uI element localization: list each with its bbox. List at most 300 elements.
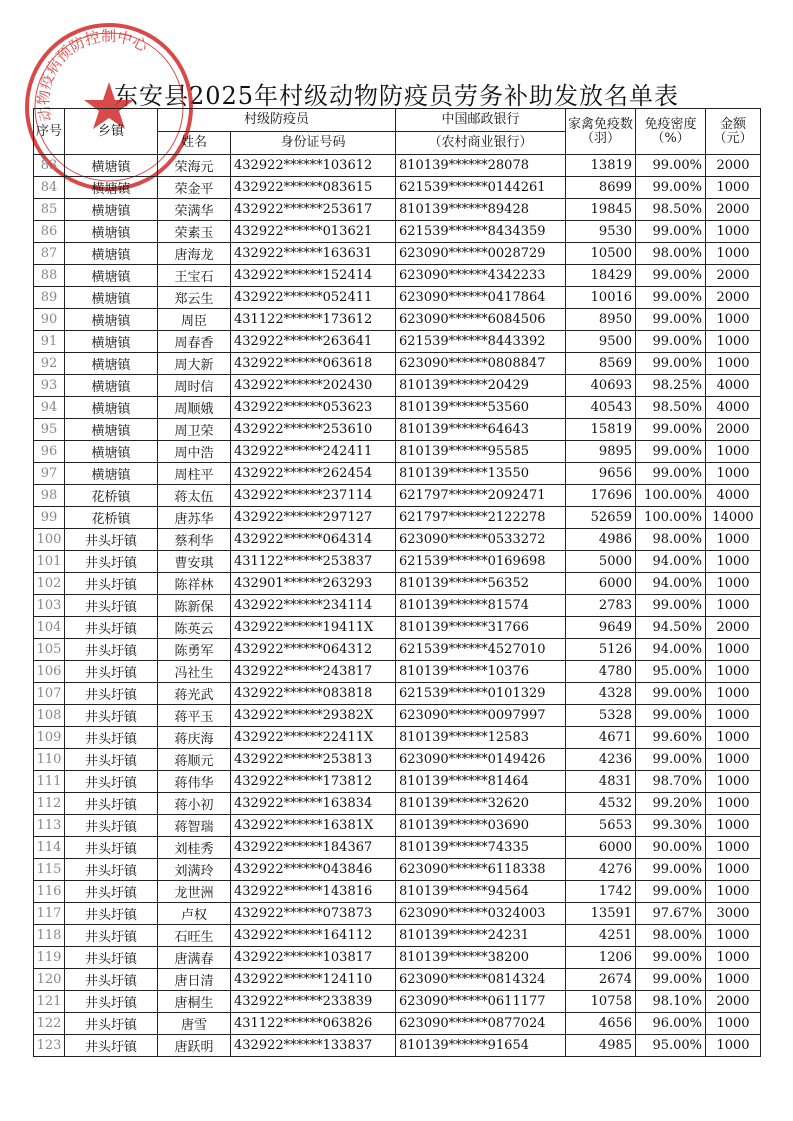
cell-bank: 623090******0028729 [396, 243, 566, 265]
cell-density: 99.00% [636, 705, 706, 727]
cell-bank: 810139******56352 [396, 573, 566, 595]
table-row [34, 551, 761, 573]
cell-name: 龙世洲 [158, 881, 231, 903]
cell-bank: 621797******2122278 [396, 507, 566, 529]
cell-poultry: 8569 [566, 353, 636, 375]
cell-poultry: 2674 [566, 969, 636, 991]
cell-bank: 621539******4527010 [396, 639, 566, 661]
cell-poultry: 4985 [566, 1035, 636, 1057]
cell-seq: 111 [34, 771, 65, 793]
cell-name: 周柱平 [158, 463, 231, 485]
cell-density: 98.50% [636, 397, 706, 419]
cell-bank: 810139******12583 [396, 727, 566, 749]
cell-id: 432922******29382X [231, 705, 396, 727]
cell-seq: 93 [34, 375, 65, 397]
cell-bank: 621539******0169698 [396, 551, 566, 573]
cell-density: 98.00% [636, 529, 706, 551]
cell-amount: 1000 [706, 177, 761, 199]
cell-bank: 810139******74335 [396, 837, 566, 859]
cell-town: 井头圩镇 [65, 639, 158, 661]
cell-id: 432922******262454 [231, 463, 396, 485]
table-row [34, 375, 761, 397]
cell-name: 唐跃明 [158, 1035, 231, 1057]
cell-id: 432922******064314 [231, 529, 396, 551]
cell-id: 432922******064312 [231, 639, 396, 661]
cell-poultry: 9895 [566, 441, 636, 463]
cell-id: 432922******237114 [231, 485, 396, 507]
cell-bank: 810139******32620 [396, 793, 566, 815]
cell-amount: 1000 [706, 331, 761, 353]
cell-bank: 623090******0324003 [396, 903, 566, 925]
cell-poultry: 5653 [566, 815, 636, 837]
cell-town: 井头圩镇 [65, 749, 158, 771]
cell-name: 蔡利华 [158, 529, 231, 551]
cell-amount: 1000 [706, 595, 761, 617]
cell-name: 周时信 [158, 375, 231, 397]
cell-bank: 810139******95585 [396, 441, 566, 463]
table-row [34, 331, 761, 353]
cell-seq: 84 [34, 177, 65, 199]
page-title: 东安县2025年村级动物防疫员劳务补助发放名单表 [113, 82, 680, 110]
cell-bank: 810139******64643 [396, 419, 566, 441]
cell-density: 99.00% [636, 331, 706, 353]
cell-name: 蒋太伍 [158, 485, 231, 507]
table-row [34, 507, 761, 529]
cell-bank: 810139******53560 [396, 397, 566, 419]
cell-amount: 2000 [706, 155, 761, 177]
cell-id: 432922******133837 [231, 1035, 396, 1057]
cell-amount: 4000 [706, 485, 761, 507]
cell-density: 95.00% [636, 661, 706, 683]
cell-seq: 114 [34, 837, 65, 859]
cell-poultry: 5126 [566, 639, 636, 661]
cell-name: 蒋庆海 [158, 727, 231, 749]
cell-bank: 810139******10376 [396, 661, 566, 683]
table-row [34, 177, 761, 199]
cell-town: 井头圩镇 [65, 551, 158, 573]
cell-id: 432922******083615 [231, 177, 396, 199]
cell-density: 99.20% [636, 793, 706, 815]
table-row [34, 419, 761, 441]
cell-name: 陈勇军 [158, 639, 231, 661]
cell-name: 周顺娥 [158, 397, 231, 419]
cell-town: 井头圩镇 [65, 617, 158, 639]
cell-bank: 623090******4342233 [396, 265, 566, 287]
table-row [34, 969, 761, 991]
table-row [34, 441, 761, 463]
cell-town: 井头圩镇 [65, 903, 158, 925]
cell-id: 432922******173812 [231, 771, 396, 793]
cell-density: 99.00% [636, 441, 706, 463]
header-amount: 金额（元） [706, 109, 761, 155]
cell-seq: 122 [34, 1013, 65, 1035]
cell-density: 94.00% [636, 639, 706, 661]
cell-town: 井头圩镇 [65, 815, 158, 837]
cell-seq: 100 [34, 529, 65, 551]
cell-seq: 118 [34, 925, 65, 947]
cell-town: 横塘镇 [65, 155, 158, 177]
cell-town: 井头圩镇 [65, 969, 158, 991]
table-row [34, 309, 761, 331]
cell-density: 99.00% [636, 683, 706, 705]
cell-id: 432922******243817 [231, 661, 396, 683]
cell-seq: 86 [34, 221, 65, 243]
cell-name: 陈英云 [158, 617, 231, 639]
header-town: 乡镇 [65, 109, 158, 155]
cell-amount: 1000 [706, 705, 761, 727]
table-row [34, 815, 761, 837]
cell-seq: 110 [34, 749, 65, 771]
cell-amount: 3000 [706, 903, 761, 925]
cell-town: 横塘镇 [65, 287, 158, 309]
cell-amount: 1000 [706, 551, 761, 573]
cell-amount: 1000 [706, 947, 761, 969]
cell-id: 432922******103817 [231, 947, 396, 969]
cell-amount: 1000 [706, 1035, 761, 1057]
cell-name: 荣海元 [158, 155, 231, 177]
cell-poultry: 4831 [566, 771, 636, 793]
cell-town: 横塘镇 [65, 199, 158, 221]
cell-id: 432922******163631 [231, 243, 396, 265]
cell-id: 432901******263293 [231, 573, 396, 595]
cell-amount: 1000 [706, 221, 761, 243]
cell-seq: 96 [34, 441, 65, 463]
cell-id: 432922******143816 [231, 881, 396, 903]
cell-density: 99.00% [636, 155, 706, 177]
cell-town: 井头圩镇 [65, 727, 158, 749]
table-row [34, 485, 761, 507]
table-row [34, 947, 761, 969]
table-row [34, 199, 761, 221]
cell-seq: 106 [34, 661, 65, 683]
table-row [34, 661, 761, 683]
cell-town: 井头圩镇 [65, 595, 158, 617]
table-body [34, 155, 761, 1057]
cell-name: 蒋智瑞 [158, 815, 231, 837]
cell-bank: 621539******8434359 [396, 221, 566, 243]
table-row [34, 1013, 761, 1035]
cell-poultry: 18429 [566, 265, 636, 287]
cell-density: 99.60% [636, 727, 706, 749]
cell-amount: 1000 [706, 683, 761, 705]
cell-seq: 113 [34, 815, 65, 837]
header-bank: 中国邮政银行 [396, 109, 566, 132]
cell-id: 432922******234114 [231, 595, 396, 617]
cell-poultry: 2783 [566, 595, 636, 617]
cell-bank: 623090******0611177 [396, 991, 566, 1013]
cell-poultry: 4532 [566, 793, 636, 815]
cell-poultry: 6000 [566, 573, 636, 595]
cell-town: 横塘镇 [65, 397, 158, 419]
table-row [34, 595, 761, 617]
cell-seq: 95 [34, 419, 65, 441]
cell-id: 432922******184367 [231, 837, 396, 859]
cell-density: 95.00% [636, 1035, 706, 1057]
cell-seq: 87 [34, 243, 65, 265]
cell-poultry: 4276 [566, 859, 636, 881]
cell-bank: 810139******03690 [396, 815, 566, 837]
cell-density: 99.00% [636, 947, 706, 969]
cell-name: 唐雪 [158, 1013, 231, 1035]
cell-id: 431122******063826 [231, 1013, 396, 1035]
cell-seq: 121 [34, 991, 65, 1013]
cell-poultry: 10016 [566, 287, 636, 309]
table-row [34, 991, 761, 1013]
cell-id: 432922******19411X [231, 617, 396, 639]
cell-seq: 83 [34, 155, 65, 177]
header-worker-group: 村级防疫员 [158, 109, 396, 132]
cell-bank: 623090******0149426 [396, 749, 566, 771]
cell-town: 井头圩镇 [65, 947, 158, 969]
cell-poultry: 9656 [566, 463, 636, 485]
cell-seq: 109 [34, 727, 65, 749]
cell-seq: 107 [34, 683, 65, 705]
subsidy-table [33, 108, 761, 1057]
table-row [34, 529, 761, 551]
cell-id: 432922******263641 [231, 331, 396, 353]
cell-id: 431122******173612 [231, 309, 396, 331]
cell-density: 98.10% [636, 991, 706, 1013]
cell-seq: 102 [34, 573, 65, 595]
cell-bank: 810139******28078 [396, 155, 566, 177]
cell-density: 94.50% [636, 617, 706, 639]
cell-name: 王宝石 [158, 265, 231, 287]
cell-amount: 2000 [706, 617, 761, 639]
cell-density: 99.00% [636, 881, 706, 903]
cell-bank: 810139******31766 [396, 617, 566, 639]
table-row [34, 639, 761, 661]
cell-name: 蒋伟华 [158, 771, 231, 793]
cell-town: 横塘镇 [65, 375, 158, 397]
cell-town: 横塘镇 [65, 309, 158, 331]
cell-bank: 623090******6084506 [396, 309, 566, 331]
cell-id: 432922******063618 [231, 353, 396, 375]
cell-id: 432922******242411 [231, 441, 396, 463]
cell-town: 横塘镇 [65, 221, 158, 243]
cell-poultry: 6000 [566, 837, 636, 859]
cell-seq: 123 [34, 1035, 65, 1057]
cell-town: 井头圩镇 [65, 1013, 158, 1035]
cell-name: 唐桐生 [158, 991, 231, 1013]
header-poultry: 家禽免疫数（羽） [566, 109, 636, 155]
table-row [34, 463, 761, 485]
cell-density: 98.00% [636, 243, 706, 265]
cell-town: 井头圩镇 [65, 1035, 158, 1057]
cell-poultry: 9530 [566, 221, 636, 243]
cell-amount: 2000 [706, 991, 761, 1013]
cell-seq: 101 [34, 551, 65, 573]
cell-poultry: 4251 [566, 925, 636, 947]
cell-name: 曹安琪 [158, 551, 231, 573]
cell-poultry: 4986 [566, 529, 636, 551]
cell-town: 井头圩镇 [65, 705, 158, 727]
cell-amount: 1000 [706, 969, 761, 991]
table-row [34, 859, 761, 881]
cell-density: 90.00% [636, 837, 706, 859]
table-row [34, 749, 761, 771]
cell-amount: 1000 [706, 815, 761, 837]
cell-name: 荣满华 [158, 199, 231, 221]
cell-amount: 4000 [706, 397, 761, 419]
cell-seq: 117 [34, 903, 65, 925]
cell-poultry: 13591 [566, 903, 636, 925]
cell-density: 99.30% [636, 815, 706, 837]
cell-seq: 105 [34, 639, 65, 661]
cell-town: 横塘镇 [65, 353, 158, 375]
cell-name: 荣金平 [158, 177, 231, 199]
cell-poultry: 40543 [566, 397, 636, 419]
cell-town: 井头圩镇 [65, 529, 158, 551]
cell-bank: 623090******0097997 [396, 705, 566, 727]
cell-bank: 810139******81574 [396, 595, 566, 617]
cell-name: 冯社生 [158, 661, 231, 683]
cell-bank: 623090******6118338 [396, 859, 566, 881]
cell-town: 井头圩镇 [65, 573, 158, 595]
cell-id: 432922******103612 [231, 155, 396, 177]
cell-bank: 810139******13550 [396, 463, 566, 485]
cell-poultry: 9649 [566, 617, 636, 639]
table-row [34, 881, 761, 903]
cell-seq: 116 [34, 881, 65, 903]
cell-bank: 810139******20429 [396, 375, 566, 397]
cell-poultry: 5328 [566, 705, 636, 727]
cell-amount: 14000 [706, 507, 761, 529]
cell-seq: 119 [34, 947, 65, 969]
cell-poultry: 4236 [566, 749, 636, 771]
cell-density: 94.00% [636, 573, 706, 595]
cell-amount: 1000 [706, 463, 761, 485]
cell-name: 唐日清 [158, 969, 231, 991]
cell-poultry: 17696 [566, 485, 636, 507]
cell-seq: 120 [34, 969, 65, 991]
cell-density: 99.00% [636, 859, 706, 881]
cell-id: 431122******253837 [231, 551, 396, 573]
cell-name: 卢权 [158, 903, 231, 925]
cell-town: 井头圩镇 [65, 793, 158, 815]
cell-amount: 2000 [706, 419, 761, 441]
cell-amount: 1000 [706, 859, 761, 881]
cell-seq: 108 [34, 705, 65, 727]
cell-id: 432922******22411X [231, 727, 396, 749]
cell-poultry: 1206 [566, 947, 636, 969]
cell-town: 井头圩镇 [65, 859, 158, 881]
table-row [34, 837, 761, 859]
cell-id: 432922******083818 [231, 683, 396, 705]
cell-bank: 621539******0144261 [396, 177, 566, 199]
cell-density: 99.00% [636, 749, 706, 771]
cell-seq: 94 [34, 397, 65, 419]
cell-poultry: 4656 [566, 1013, 636, 1035]
table-row [34, 771, 761, 793]
table-row [34, 1035, 761, 1057]
cell-density: 98.00% [636, 925, 706, 947]
cell-name: 蒋小初 [158, 793, 231, 815]
cell-id: 432922******164112 [231, 925, 396, 947]
cell-poultry: 10500 [566, 243, 636, 265]
cell-density: 99.00% [636, 265, 706, 287]
cell-id: 432922******253617 [231, 199, 396, 221]
cell-town: 横塘镇 [65, 177, 158, 199]
cell-poultry: 10758 [566, 991, 636, 1013]
cell-id: 432922******297127 [231, 507, 396, 529]
cell-name: 唐满春 [158, 947, 231, 969]
cell-town: 横塘镇 [65, 243, 158, 265]
cell-town: 横塘镇 [65, 331, 158, 353]
header-seq: 序号 [34, 109, 65, 155]
table-row [34, 243, 761, 265]
cell-id: 432922******253610 [231, 419, 396, 441]
cell-name: 荣素玉 [158, 221, 231, 243]
cell-amount: 1000 [706, 771, 761, 793]
cell-poultry: 15819 [566, 419, 636, 441]
cell-name: 蒋光武 [158, 683, 231, 705]
table-row [34, 925, 761, 947]
cell-id: 432922******013621 [231, 221, 396, 243]
cell-bank: 623090******0814324 [396, 969, 566, 991]
cell-poultry: 4780 [566, 661, 636, 683]
cell-name: 唐海龙 [158, 243, 231, 265]
cell-name: 蒋顺元 [158, 749, 231, 771]
cell-bank: 623090******0808847 [396, 353, 566, 375]
table-row [34, 221, 761, 243]
cell-amount: 1000 [706, 243, 761, 265]
cell-id: 432922******053623 [231, 397, 396, 419]
table-row [34, 287, 761, 309]
table-header [34, 109, 761, 155]
cell-town: 横塘镇 [65, 419, 158, 441]
cell-poultry: 19845 [566, 199, 636, 221]
table-row [34, 705, 761, 727]
cell-density: 97.67% [636, 903, 706, 925]
header-id: 身份证号码 [231, 132, 396, 155]
cell-amount: 1000 [706, 353, 761, 375]
cell-name: 唐苏华 [158, 507, 231, 529]
cell-poultry: 13819 [566, 155, 636, 177]
cell-density: 100.00% [636, 507, 706, 529]
cell-town: 井头圩镇 [65, 925, 158, 947]
cell-bank: 623090******0533272 [396, 529, 566, 551]
cell-name: 周中浩 [158, 441, 231, 463]
cell-amount: 1000 [706, 749, 761, 771]
cell-town: 井头圩镇 [65, 991, 158, 1013]
cell-seq: 97 [34, 463, 65, 485]
cell-density: 96.00% [636, 1013, 706, 1035]
cell-poultry: 40693 [566, 375, 636, 397]
table-row [34, 353, 761, 375]
cell-amount: 1000 [706, 309, 761, 331]
cell-town: 花桥镇 [65, 485, 158, 507]
cell-poultry: 8699 [566, 177, 636, 199]
cell-town: 花桥镇 [65, 507, 158, 529]
cell-amount: 1000 [706, 639, 761, 661]
cell-bank: 623090******0877024 [396, 1013, 566, 1035]
cell-density: 99.00% [636, 221, 706, 243]
cell-name: 石旺生 [158, 925, 231, 947]
cell-amount: 2000 [706, 199, 761, 221]
cell-town: 横塘镇 [65, 441, 158, 463]
cell-name: 周臣 [158, 309, 231, 331]
cell-bank: 621797******2092471 [396, 485, 566, 507]
cell-bank: 810139******24231 [396, 925, 566, 947]
header-density: 免疫密度（%） [636, 109, 706, 155]
cell-id: 432922******253813 [231, 749, 396, 771]
cell-id: 432922******16381X [231, 815, 396, 837]
cell-amount: 2000 [706, 265, 761, 287]
cell-density: 99.00% [636, 969, 706, 991]
table-row [34, 727, 761, 749]
cell-seq: 92 [34, 353, 65, 375]
cell-name: 周卫荣 [158, 419, 231, 441]
